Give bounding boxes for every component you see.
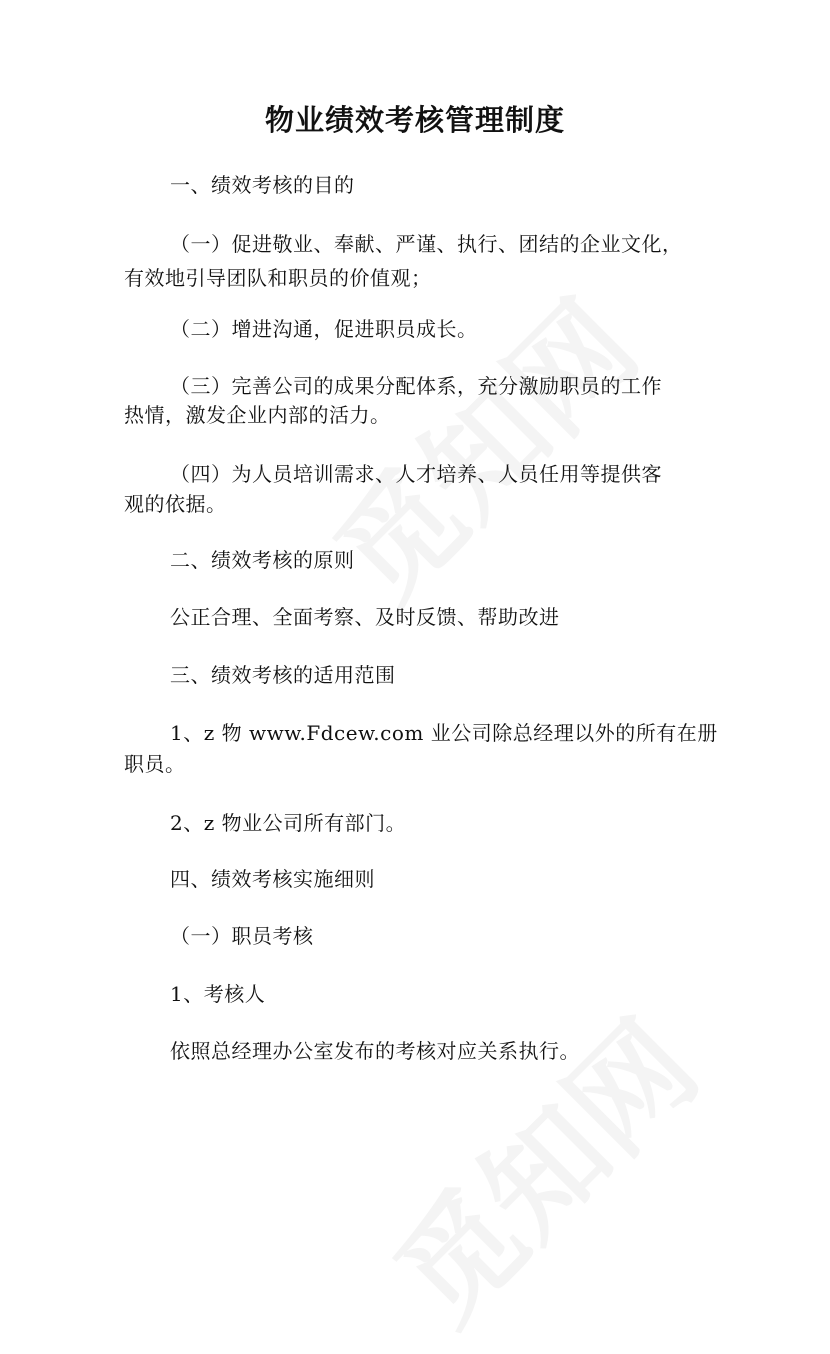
paragraph-line: 1、z 物 www.Fdcew.com 业公司除总经理以外的所有在册 [170, 721, 718, 745]
paragraph-line: 依照总经理办公室发布的考核对应关系执行。 [170, 1039, 580, 1063]
paragraph-line: （二）增进沟通，促进职员成长。 [170, 317, 478, 341]
paragraph-line: 有效地引导团队和职员的价值观； [124, 266, 432, 290]
section-heading: 三、绩效考核的适用范围 [170, 663, 396, 687]
paragraph-line: 公正合理、全面考察、及时反馈、帮助改进 [170, 605, 560, 629]
subsection-heading: （一）职员考核 [170, 924, 314, 948]
paragraph-line: （一）促进敬业、奉献、严谨、执行、团结的企业文化， [170, 232, 683, 256]
paragraph-line: 2、z 物业公司所有部门。 [170, 811, 407, 835]
paragraph-line: 观的依据。 [124, 492, 227, 516]
section-heading: 一、绩效考核的目的 [170, 173, 355, 197]
paragraph-line: 1、考核人 [170, 982, 266, 1006]
paragraph-line: （三）完善公司的成果分配体系，充分激励职员的工作 [170, 374, 662, 398]
document-title: 物业绩效考核管理制度 [264, 103, 565, 137]
paragraph-line: 职员。 [124, 752, 186, 776]
section-heading: 四、绩效考核实施细则 [170, 867, 375, 891]
paragraph-line: 热情，激发企业内部的活力。 [124, 403, 391, 427]
section-heading: 二、绩效考核的原则 [170, 548, 355, 572]
paragraph-line: （四）为人员培训需求、人才培养、人员任用等提供客 [170, 462, 662, 486]
